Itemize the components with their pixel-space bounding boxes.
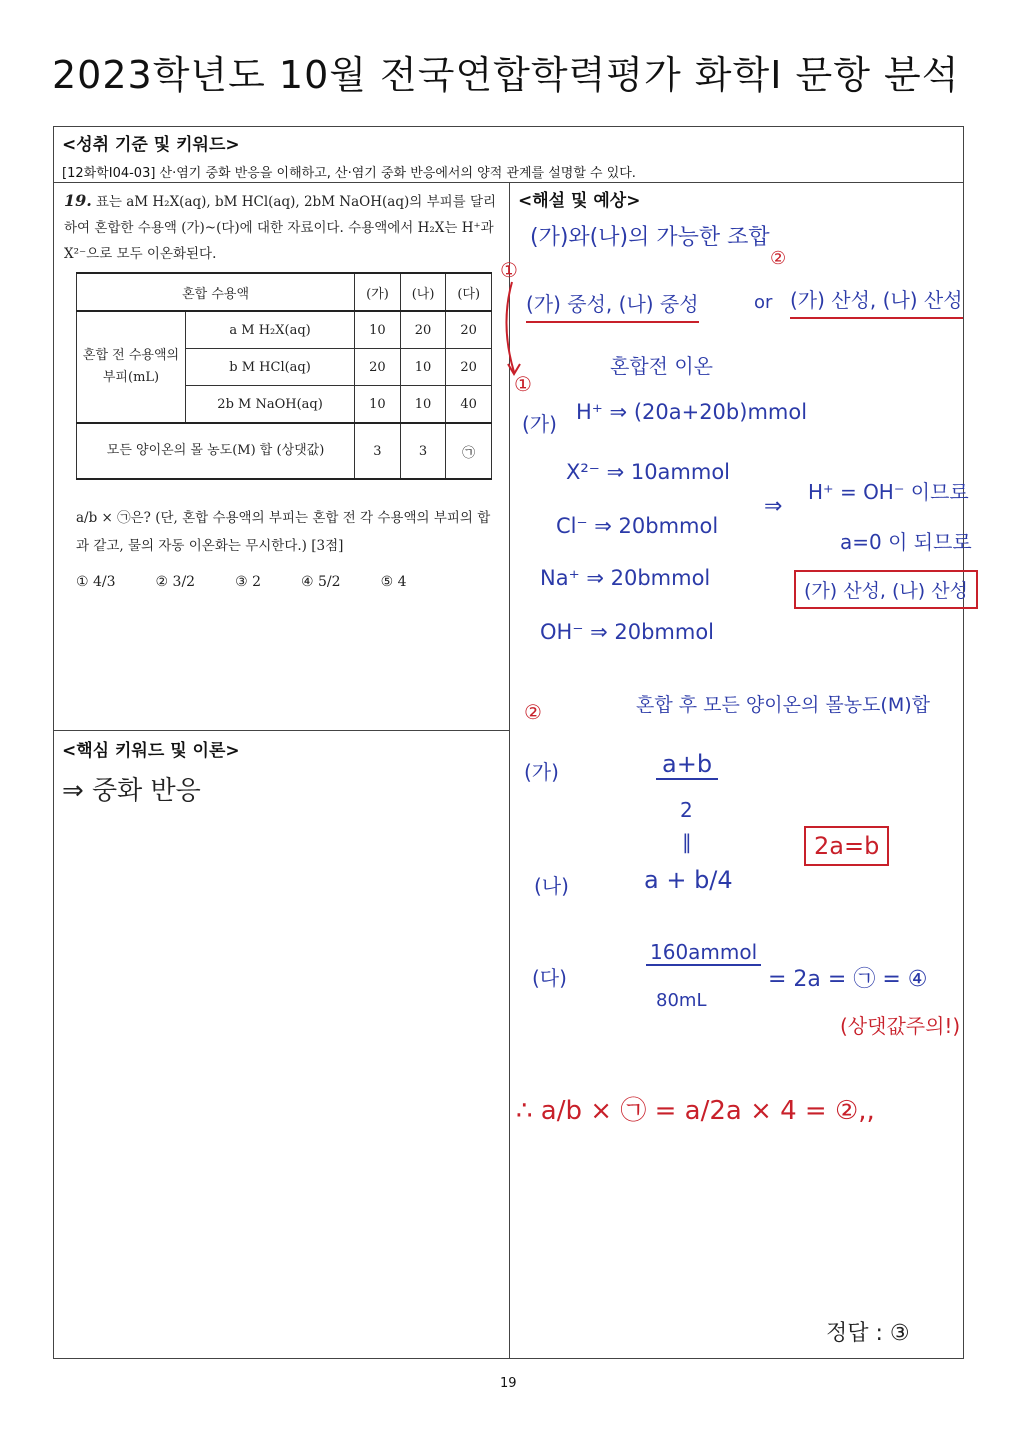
table-row-label: 2b M NaOH(aq)	[186, 386, 355, 424]
note-before-mix: 혼합전 이온	[610, 354, 713, 378]
answer-choices	[76, 574, 406, 590]
case-marker: ①	[514, 372, 532, 396]
choice-1[interactable]: ① 4/3	[76, 574, 116, 590]
table-cell: 10	[400, 386, 446, 424]
choice-3[interactable]: ③ 2	[235, 574, 262, 590]
note-ga: (가)	[522, 412, 557, 436]
boxed-result: (가) 산성, (나) 산성	[794, 570, 978, 609]
keywords-heading: <핵심 키워드 및 이론>	[62, 741, 240, 761]
note-combinations: (가)와(나)의 가능한 조합	[530, 225, 770, 250]
note-da: (다)	[532, 966, 567, 990]
note-ga: (가)	[524, 760, 559, 784]
table-cell: 3	[355, 423, 401, 479]
table-cell: 20	[355, 349, 401, 386]
option-acidic: (가) 산성, (나) 산성	[790, 284, 963, 319]
page-number: 19	[500, 1376, 517, 1391]
page-title: 2023학년도 10월 전국연합학력평가 화학Ⅰ 문항 분석	[52, 53, 960, 97]
achievement-heading: <성취 기준 및 키워드>	[62, 135, 240, 155]
curve-arrow-icon	[498, 280, 528, 380]
table-header-cell: (다)	[446, 273, 492, 311]
fraction-numerator: a+b	[656, 750, 718, 780]
question-body: 표는 aM H₂X(aq), bM HCl(aq), 2bM NaOH(aq)의 부피를 달리하여 혼합한 수용액 (가)~(다)에 대한 자료이다. 수용액에서 H₂X는 H⁺과 X²⁻으로 모두 이온화된다.	[64, 194, 497, 262]
table-cell: 10	[400, 349, 446, 386]
table-cell: 3	[400, 423, 446, 479]
choice-4[interactable]: ④ 5/2	[301, 574, 341, 590]
equality-mark: ∥	[682, 830, 692, 854]
ion-oh: OH⁻ ⇒ 20bmmol	[540, 620, 714, 644]
note-conclusion: H⁺ = OH⁻ 이므로	[808, 480, 969, 504]
note-after-mix: 혼합 후 모든 양이온의 몰농도(M)합	[636, 694, 930, 716]
data-table	[76, 272, 492, 480]
divider	[53, 730, 509, 731]
commentary-heading: <해설 및 예상>	[518, 191, 641, 211]
fraction-denominator: 80mL	[656, 990, 707, 1011]
question-number: 19.	[64, 191, 92, 210]
relation-box: 2a=b	[804, 826, 889, 866]
option-neutral: (가) 중성, (나) 중성	[526, 288, 699, 323]
table-cell: 20	[446, 349, 492, 386]
fraction-denominator: 2	[680, 798, 693, 822]
final-derivation: ∴ a/b × ㉠ = a/2a × 4 = ②,,	[516, 1096, 875, 1126]
table-header-cell: 혼합 수용액	[77, 273, 355, 311]
table-header-cell: (가)	[355, 273, 401, 311]
implies-arrow: ⇒	[764, 494, 783, 519]
table-cell: 20	[446, 311, 492, 349]
fraction-numerator: 160ammol	[646, 940, 761, 966]
case-marker: ①	[500, 258, 518, 282]
choice-2[interactable]: ② 3/2	[155, 574, 196, 590]
note-warning: (상댓값주의!)	[840, 1014, 961, 1038]
case-marker: ②	[524, 700, 542, 724]
note-conclusion: a=0 이 되므로	[840, 530, 972, 554]
note-na: (나)	[534, 874, 569, 898]
option-or: or	[754, 292, 773, 313]
case-marker: ②	[770, 248, 787, 269]
ion-na: Na⁺ ⇒ 20bmmol	[540, 566, 711, 590]
expression-na: a + b/4	[644, 866, 733, 894]
table-cell: 20	[400, 311, 446, 349]
achievement-standard: [12화학Ⅰ04-03] 산·염기 중화 반응을 이해하고, 산·염기 중화 반응에서의 양적 관계를 설명할 수 있다.	[62, 166, 636, 181]
choice-5[interactable]: ⑤ 4	[380, 574, 407, 590]
keyword-note: ⇒ 중화 반응	[62, 776, 201, 806]
table-cell: 10	[355, 311, 401, 349]
table-header-cell: (나)	[400, 273, 446, 311]
table-cell: ㉠	[446, 423, 492, 479]
table-cell: 10	[355, 386, 401, 424]
ion-h: H⁺ ⇒ (20a+20b)mmol	[576, 400, 808, 424]
table-cell: 40	[446, 386, 492, 424]
result-da: = 2a = ㉠ = ④	[768, 967, 928, 992]
table-row-label: 모든 양이온의 몰 농도(M) 합 (상댓값)	[77, 423, 355, 479]
question-prompt: a/b × ㉠은? (단, 혼합 수용액의 부피는 혼합 전 각 수용액의 부피의 합과 같고, 물의 자동 이온화는 무시한다.) [3점]	[76, 510, 491, 554]
table-row-label: b M HCl(aq)	[186, 349, 355, 386]
ion-cl: Cl⁻ ⇒ 20bmmol	[556, 514, 719, 538]
ion-x: X²⁻ ⇒ 10ammol	[566, 460, 731, 484]
table-row-label: a M H₂X(aq)	[186, 311, 355, 349]
table-group-label: 혼합 전 수용액의 부피(mL)	[77, 311, 186, 423]
question-text	[64, 188, 500, 267]
answer-note: 정답 : ③	[826, 1321, 910, 1346]
